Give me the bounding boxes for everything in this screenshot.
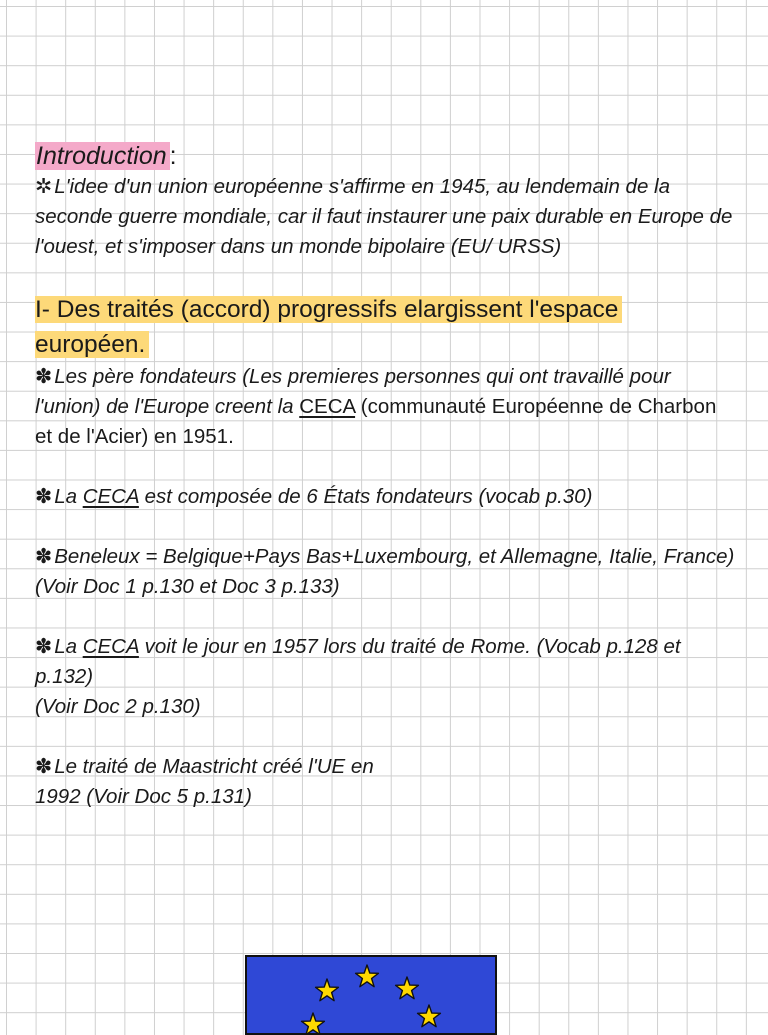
p2-text-a: La [54, 485, 83, 508]
section1-title [35, 292, 735, 362]
star-icon [356, 965, 379, 987]
p5-text: Le traité de Maastricht créé l'UE en [54, 755, 374, 778]
p3-text: Beneleux = Belgique+Pays Bas+Luxembourg, et Allemagne, Italie, France) [54, 545, 735, 568]
p4-text-b: voit le jour en 1957 lors du traité de Rome. (Vocab p.128 et p.132) [35, 635, 681, 688]
spacer [35, 262, 735, 292]
p4-text-a: La [54, 635, 83, 658]
spacer [35, 452, 735, 482]
section1-paragraph-3 [35, 542, 735, 602]
bullet-icon: ✲ [35, 175, 53, 198]
p5-text2: 1992 (Voir Doc 5 p.131) [35, 785, 252, 808]
p1-ceca: CECA [299, 395, 356, 418]
star-icon [418, 1005, 441, 1027]
p2-text-b: est composée de 6 États fondateurs (vocab p.30) [138, 485, 593, 508]
section1-paragraph-5 [35, 752, 735, 812]
bullet-icon: ✽ [35, 755, 53, 778]
p1-text-a: Les père fondateurs (Les premieres personnes qui ont travaillé pour l'union) de l'Europe creent la [35, 365, 671, 418]
bullet-icon: ✽ [35, 545, 53, 568]
intro-colon: : [169, 142, 177, 170]
intro-title: Introduction [35, 142, 170, 170]
star-icon [316, 979, 339, 1001]
star-icon [396, 977, 419, 999]
eu-flag-icon [245, 955, 497, 1035]
notes-page [35, 140, 735, 812]
intro-text: L'idee d'un union européenne s'affirme en 1945, au lendemain de la seconde guerre mondiale, car il faut instaurer une paix durable en Europe de l'ouest, et s'imposer dans un monde bipolaire (EU/ URSS) [35, 175, 733, 258]
bullet-icon: ✽ [35, 485, 53, 508]
p4-ceca: CECA [82, 635, 139, 658]
p2-ceca: CECA [82, 485, 139, 508]
spacer [35, 602, 735, 632]
p1-text-b: (communauté Européenne de Charbon et de l'Acier) en 1951. [35, 395, 717, 448]
intro-paragraph [35, 172, 735, 262]
section1-paragraph-1 [35, 362, 735, 452]
bullet-icon: ✽ [35, 635, 53, 658]
spacer [35, 512, 735, 542]
bullet-icon: ✽ [35, 365, 53, 388]
section1-title-text: I- Des traités (accord) progressifs elargissent l'espace européen. [35, 296, 622, 358]
section1-paragraph-2 [35, 482, 735, 512]
p4-ref: (Voir Doc 2 p.130) [35, 695, 201, 718]
spacer [35, 722, 735, 752]
p3-ref: (Voir Doc 1 p.130 et Doc 3 p.133) [35, 575, 340, 598]
intro-heading [35, 140, 735, 172]
section1-paragraph-4 [35, 632, 735, 722]
eu-flag-stars [247, 957, 497, 1035]
